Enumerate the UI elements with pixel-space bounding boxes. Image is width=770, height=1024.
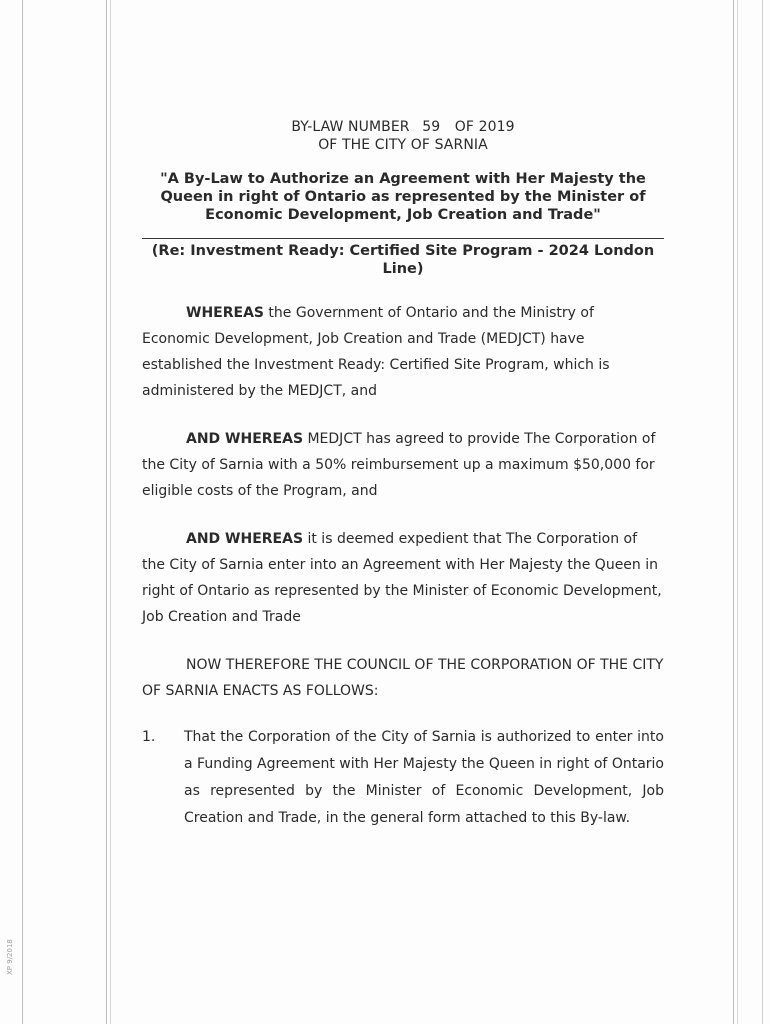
clause-text: That the Corporation of the City of Sarnia is authorized to enter into a Funding Agreement with Her Majesty the Queen in right of Ontario as represented by the Minister of Economic Development, Job Creation and Trade, in the general form attached to this By-law.	[184, 729, 664, 826]
clause-item	[142, 724, 664, 832]
bylaw-year: OF 2019	[454, 119, 515, 135]
title-divider	[142, 238, 664, 239]
scan-guide-left	[106, 0, 107, 1024]
whereas-lead-1: WHEREAS	[186, 305, 264, 321]
scan-guide-right-inner	[737, 0, 738, 1024]
whereas-text-3: it is deemed expedient that The Corporation of the City of Sarnia enter into an Agreement with Her Majesty the Queen in right of Ontario as represented by the Minister of Economic Development, Job Creation and Trade	[142, 531, 662, 625]
whereas-text-1: the Government of Ontario and the Ministry of Economic Development, Job Creation and Trade (MEDJCT) have established the Investment Ready: Certified Site Program, which is administered by the MEDJCT, and	[142, 305, 610, 399]
whereas-paragraph-1	[142, 300, 664, 404]
bylaw-number-line	[142, 118, 664, 136]
whereas-paragraph-3	[142, 526, 664, 630]
whereas-lead-2: AND WHEREAS	[186, 431, 304, 447]
bylaw-city-line: OF THE CITY OF SARNIA	[318, 137, 488, 153]
bylaw-document	[142, 118, 664, 832]
clause-number: 1.	[142, 729, 156, 745]
whereas-lead-3: AND WHEREAS	[186, 531, 304, 547]
margin-mark: XP 9/2018	[6, 939, 14, 975]
enacting-clause-text: NOW THEREFORE THE COUNCIL OF THE CORPORATION OF THE CITY OF SARNIA ENACTS AS FOLLOWS:	[142, 657, 664, 699]
bylaw-prefix: BY-LAW NUMBER	[291, 119, 410, 135]
scan-edge-left	[22, 0, 23, 1024]
whereas-text-2: MEDJCT has agreed to provide The Corporation of the City of Sarnia with a 50% reimbursement up a maximum $50,000 for eligible costs of the Program, and	[142, 431, 656, 499]
whereas-paragraph-2	[142, 426, 664, 504]
bylaw-number: 59	[422, 119, 441, 135]
bylaw-header	[142, 118, 664, 154]
scan-guide-right	[733, 0, 734, 1024]
scan-guide-left-inner	[110, 0, 111, 1024]
bylaw-title: "A By-Law to Authorize an Agreement with Her Majesty the Queen in right of Ontario as represented by the Minister of Economic Development, Job Creation and Trade"	[160, 171, 646, 223]
enacting-clause	[142, 652, 664, 704]
re-line: (Re: Investment Ready: Certified Site Program - 2024 London Line)	[151, 243, 655, 277]
scan-edge-right	[762, 0, 763, 1024]
